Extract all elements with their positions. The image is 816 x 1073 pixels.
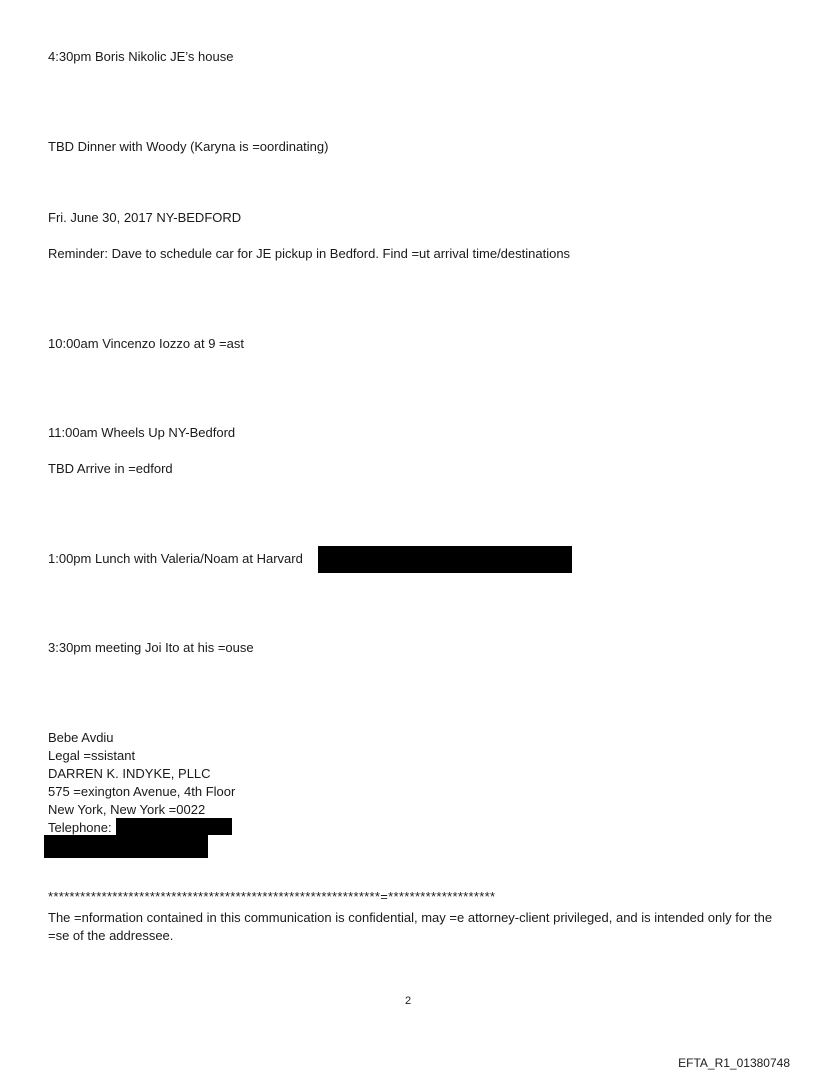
schedule-line: 11:00am Wheels Up NY-Bedford [48, 425, 236, 440]
schedule-line: TBD Dinner with Woody (Karyna is =oordinating) [48, 139, 329, 154]
schedule-date-heading: Fri. June 30, 2017 NY-BEDFORD [48, 210, 242, 225]
redaction-block [116, 818, 232, 835]
redaction-block [318, 546, 572, 573]
schedule-line: 10:00am Vincenzo Iozzo at 9 =ast [48, 336, 244, 351]
page-number: 2 [404, 995, 412, 1007]
confidentiality-disclaimer: The =nformation contained in this communication is confidential, may =e attorney-client privileged, and is intended only for the =se of the addressee. [48, 910, 773, 943]
signature-title: Legal =ssistant [48, 748, 136, 763]
schedule-line: 1:00pm Lunch with Valeria/Noam at Harvard [48, 551, 303, 566]
schedule-line: 3:30pm meeting Joi Ito at his =ouse [48, 640, 254, 655]
redaction-block [44, 835, 208, 858]
schedule-line: Reminder: Dave to schedule car for JE pickup in Bedford. Find =ut arrival time/destinations [48, 246, 571, 261]
signature-address-line-1: 575 =exington Avenue, 4th Floor [48, 784, 236, 799]
signature-name: Bebe Avdiu [48, 730, 114, 745]
signature-address-line-2: New York, New York =0022 [48, 802, 206, 817]
separator-line: **************************************************************=******************** [48, 889, 496, 904]
signature-firm: DARREN K. INDYKE, PLLC [48, 766, 211, 781]
signature-phone-label: Telephone: [48, 820, 112, 835]
schedule-line: TBD Arrive in =edford [48, 461, 173, 476]
schedule-line: 4:30pm Boris Nikolic JE’s house [48, 49, 234, 64]
document-id: EFTA_R1_01380748 [678, 1056, 790, 1070]
